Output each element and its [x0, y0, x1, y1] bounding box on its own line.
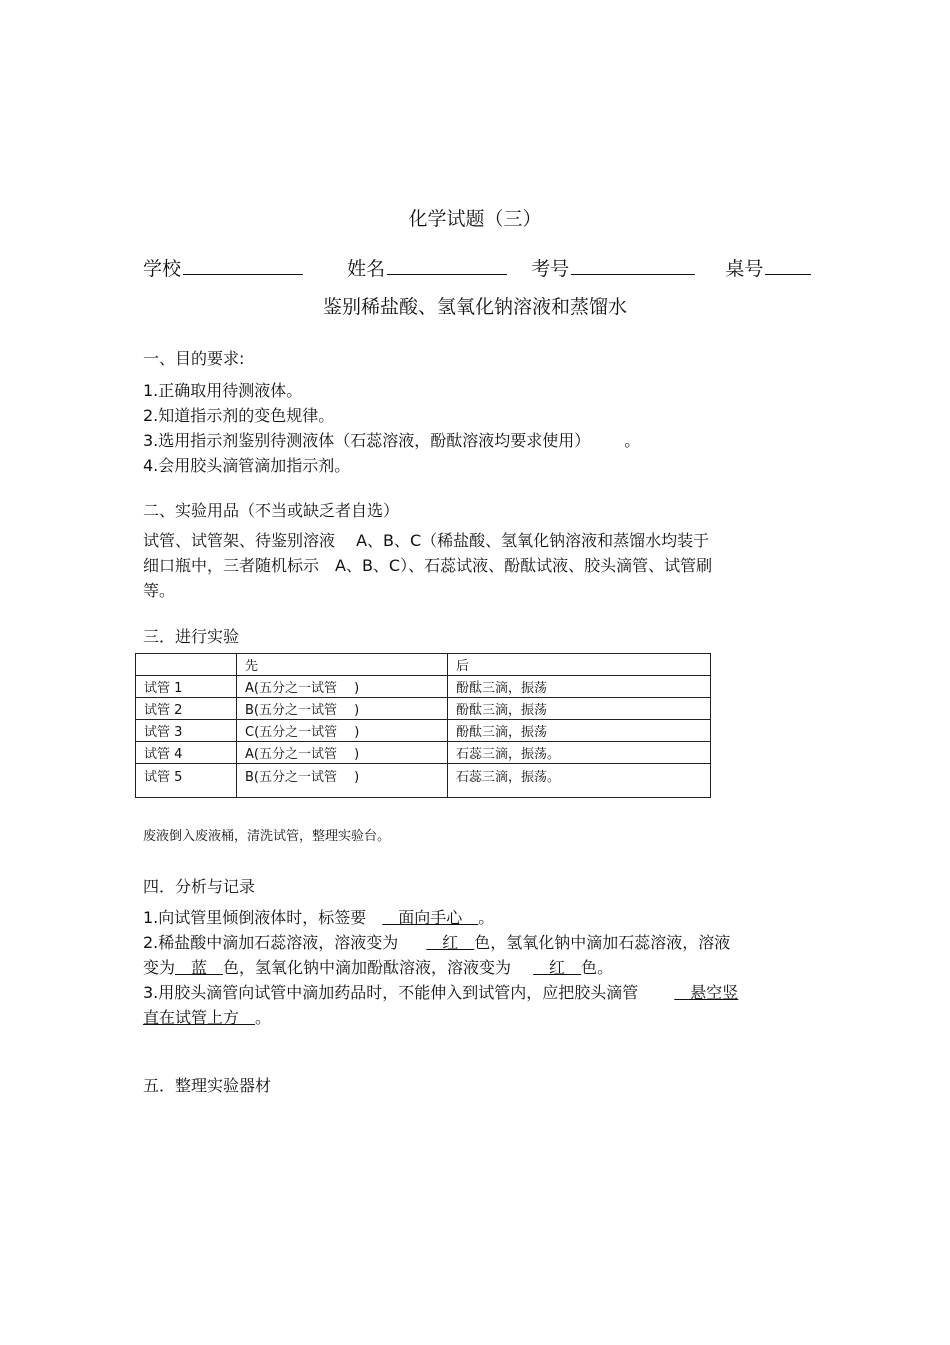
- materials-line: 等。: [143, 581, 176, 600]
- table-cell: 石蕊三滴，振荡。: [448, 742, 711, 764]
- analysis-q1: [143, 905, 494, 928]
- q2-end: 色。: [581, 958, 614, 977]
- q2-text-cont: 变为: [143, 958, 176, 977]
- waste-note: 废液倒入废液桶，清洗试管，整理实验台。: [143, 829, 391, 844]
- q3-answer-2: 直在试管上方: [143, 1008, 256, 1027]
- q2-text-mid2: 色，氢氧化钠中滴加酚酞溶液，溶液变为: [223, 958, 512, 977]
- table-cell: 酚酞三滴，振荡: [448, 676, 711, 698]
- section4-heading: 四．分析与记录: [143, 877, 256, 896]
- analysis-q2: [143, 930, 730, 953]
- table-cell: B(五分之一试管 ): [237, 764, 448, 798]
- table-cell: 石蕊三滴，振荡。: [448, 764, 711, 798]
- experiment-subtitle: 鉴别稀盐酸、氢氧化钠溶液和蒸馏水: [322, 296, 627, 318]
- requirement-item-text: 3.选用指示剂鉴别待测液体（石蕊溶液，酚酞溶液均要求使用）: [143, 431, 591, 450]
- q3-text: 3.用胶头滴管向试管中滴加药品时，不能伸入到试管内，应把胶头滴管: [143, 983, 639, 1002]
- experiment-table: [135, 653, 711, 798]
- desk-no-field[interactable]: [765, 256, 811, 275]
- table-cell: 试管 2: [136, 698, 237, 720]
- requirement-item: [143, 428, 640, 451]
- table-header-cell: 先: [237, 654, 448, 676]
- exam-no-label: 考号: [531, 258, 570, 280]
- q1-answer: 面向手心: [382, 908, 479, 927]
- q1-text: 1.向试管里倾倒液体时，标签要: [143, 908, 367, 927]
- table-row: [136, 742, 711, 764]
- requirement-item: 2.知道指示剂的变色规律。: [143, 406, 335, 425]
- table-row: [136, 676, 711, 698]
- table-row: [136, 764, 711, 798]
- analysis-q3-cont: [143, 1005, 271, 1028]
- page-title: 化学试题（三）: [408, 208, 542, 230]
- q2-answer-3: 红: [533, 958, 582, 977]
- school-label: 学校: [143, 258, 182, 280]
- q2-answer-2: 蓝: [175, 958, 224, 977]
- requirement-item: 1.正确取用待测液体。: [143, 381, 303, 400]
- table-cell: 酚酞三滴，振荡: [448, 698, 711, 720]
- requirement-item: 4.会用胶头滴管滴加指示剂。: [143, 456, 351, 475]
- table-row: [136, 720, 711, 742]
- q3-answer-1: 悬空竖: [674, 983, 739, 1002]
- table-row: [136, 698, 711, 720]
- name-label: 姓名: [347, 258, 386, 280]
- q2-text-mid: 色，氢氧化钠中滴加石蕊溶液，溶液: [474, 933, 731, 952]
- table-cell: 试管 3: [136, 720, 237, 742]
- table-cell: 酚酞三滴，振荡: [448, 720, 711, 742]
- table-cell: A(五分之一试管 ): [237, 742, 448, 764]
- q1-end: 。: [478, 908, 495, 927]
- section5-heading: 五．整理实验器材: [143, 1076, 272, 1095]
- table-cell: 试管 1: [136, 676, 237, 698]
- info-row: [143, 254, 811, 281]
- analysis-q2-cont: [143, 955, 613, 978]
- materials-line: 细口瓶中，三者随机标示 A、B、C）、石蕊试液、酚酞试液、胶头滴管、试管刷: [143, 556, 713, 575]
- exam-no-field[interactable]: [571, 256, 695, 275]
- name-field[interactable]: [387, 256, 507, 275]
- q3-end: 。: [255, 1008, 272, 1027]
- table-cell: A(五分之一试管 ): [237, 676, 448, 698]
- table-cell: 试管 4: [136, 742, 237, 764]
- section2-heading: 二、实验用品（不当或缺乏者自选）: [143, 501, 400, 520]
- analysis-q3: [143, 980, 738, 1003]
- requirement-item-end: 。: [624, 431, 641, 450]
- section1-heading: 一、目的要求:: [143, 349, 245, 368]
- table-header-cell: 后: [448, 654, 711, 676]
- table-header-row: [136, 654, 711, 676]
- desk-no-label: 桌号: [725, 258, 764, 280]
- q2-answer-1: 红: [426, 933, 475, 952]
- section3-heading: 三．进行实验: [143, 627, 240, 646]
- table-cell: 试管 5: [136, 764, 237, 798]
- table-cell: C(五分之一试管 ): [237, 720, 448, 742]
- table-header-cell: [136, 654, 237, 676]
- q2-text: 2.稀盐酸中滴加石蕊溶液，溶液变为: [143, 933, 399, 952]
- school-field[interactable]: [183, 256, 303, 275]
- materials-line: 试管、试管架、待鉴别溶液 A、B、C（稀盐酸、氢氧化钠溶液和蒸馏水均装于: [143, 531, 710, 550]
- table-cell: B(五分之一试管 ): [237, 698, 448, 720]
